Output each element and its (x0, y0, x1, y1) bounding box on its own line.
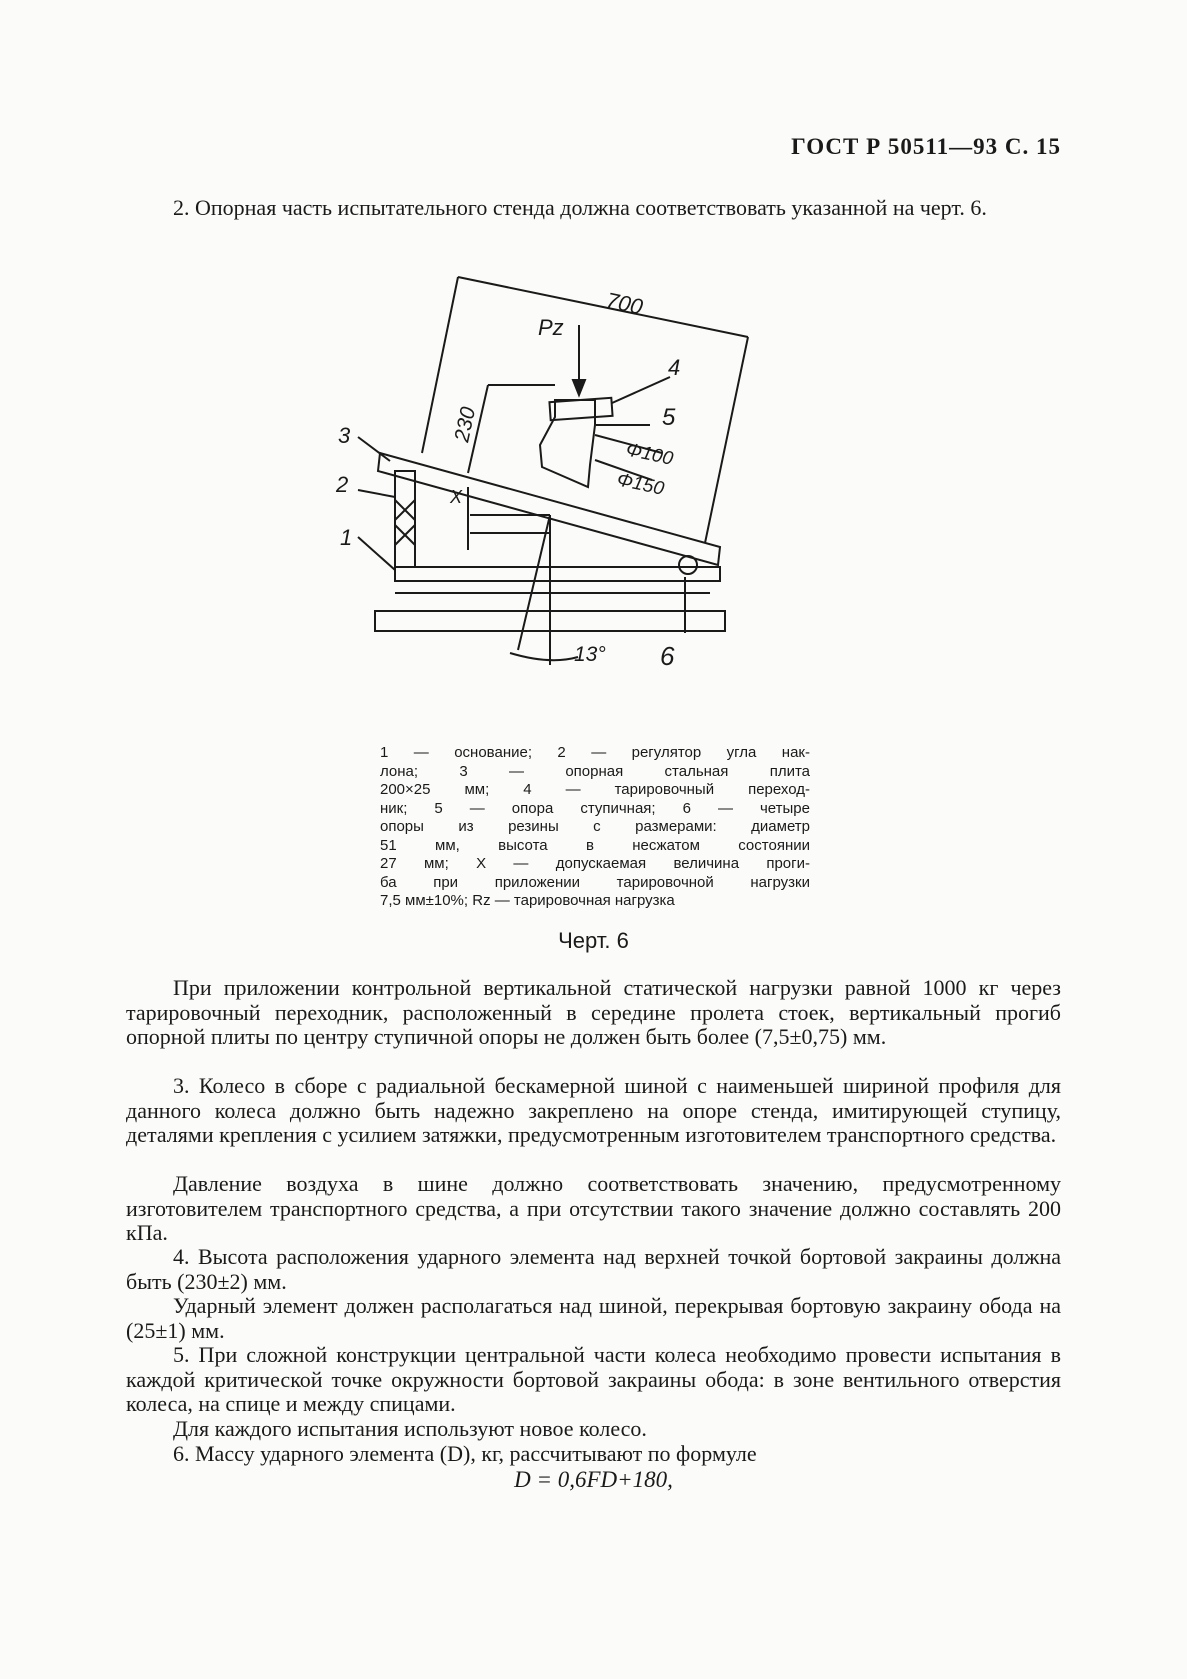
legend-line: лона; 3 — опорная стальная плита (380, 762, 810, 780)
legend-line: 1 — основание; 2 — регулятор угла нак- (380, 744, 810, 761)
callout-1: 1 (340, 525, 353, 550)
lower-frame (395, 567, 720, 581)
paragraph-pressure: Давление воздуха в шине должно соответствовать значению, предусмотренному изготовителем транспортного средства, а при отсутствии такого значение должно составлять 200 кПа. (126, 1171, 1061, 1245)
calibration-adapter (549, 398, 612, 420)
support-stand-drawing (336, 275, 800, 715)
callout-5: 5 (662, 404, 676, 431)
figure-6-diagram (336, 275, 800, 715)
callout-4: 4 (668, 355, 681, 380)
figure-legend (380, 744, 810, 911)
intro-paragraph: 2. Опорная часть испытательного стенда должна соответствовать указанной на черт. 6. (173, 195, 987, 220)
paragraph-4: 4. Высота расположения ударного элемента над верхней точкой бортовой закраины должна быть (230±2) мм. (126, 1244, 1061, 1294)
dim-230-label: 230 (450, 404, 481, 445)
legend-line: опоры из резины с размерами: диаметр (380, 818, 810, 835)
rubber-support (679, 556, 697, 574)
dia-100-label: Φ100 (623, 439, 675, 470)
page-header: ГОСТ Р 50511—93 С. 15 (791, 134, 1061, 159)
angle-arc (510, 653, 578, 660)
paragraph-load: При приложении контрольной вертикальной статической нагрузки равной 1000 кг через тарировочный переходник, расположенный в середине пролета стоек, вертикальный прогиб опорной плиты по центру ступичной опоры не должен быть более (7,5±0,75) мм. (126, 975, 1061, 1049)
paragraph-impact: Ударный элемент должен располагаться над шиной, перекрывая бортовую закраину обода на (25±1) мм. (126, 1293, 1061, 1343)
legend-line: 27 мм; X — допускаемая величина проги- (380, 855, 810, 872)
angle-label: 13° (574, 643, 606, 666)
callout-3: 3 (338, 423, 351, 448)
normal-axis-line (518, 515, 550, 650)
dim-700-label: 700 (603, 287, 646, 320)
callout-6: 6 (660, 641, 675, 671)
legend-line: 7,5 мм±10%; Rz — тарировочная нагрузка (380, 892, 675, 909)
legend-line: 200×25 мм; 4 — тарировочный переход- (380, 781, 810, 798)
legend-line: ник; 5 — опора ступичная; 6 — четыре (380, 799, 810, 817)
legend-line: ба при приложении тарировочной нагрузки (380, 873, 810, 891)
paragraph-new-wheel: Для каждого испытания используют новое колесо. (173, 1416, 647, 1441)
force-label: Pz (538, 315, 564, 340)
dimension-line-700 (458, 277, 748, 337)
paragraph-6: 6. Массу ударного элемента (D), кг, рассчитывают по формуле (173, 1441, 757, 1466)
legend-line: 51 мм, высота в несжатом состоянии (380, 836, 810, 854)
hub-support (540, 400, 595, 487)
paragraph-3: 3. Колесо в сборе с радиальной бескамерной шиной с наименьшей шириной профиля для данного колеса должно быть надежно закреплено на опоре стенда, имитирующей ступицу, деталями крепления с усилием затяжки, предусмотренным изготовителем транспортного средства. (126, 1073, 1061, 1147)
paragraph-5: 5. При сложной конструкции центральной части колеса необходимо провести испытания в каждой критической точке окружности бортовой закраины обода: в зоне вентильного отверстия колеса, на спице и между спицами. (126, 1342, 1061, 1416)
mass-formula: D = 0,6FD+180, (514, 1467, 673, 1492)
x-label: X (450, 487, 463, 507)
dia-150-label: Φ150 (614, 469, 666, 500)
callout-2: 2 (336, 472, 349, 497)
figure-caption: Черт. 6 (558, 928, 629, 953)
tilt-regulator (395, 471, 415, 567)
